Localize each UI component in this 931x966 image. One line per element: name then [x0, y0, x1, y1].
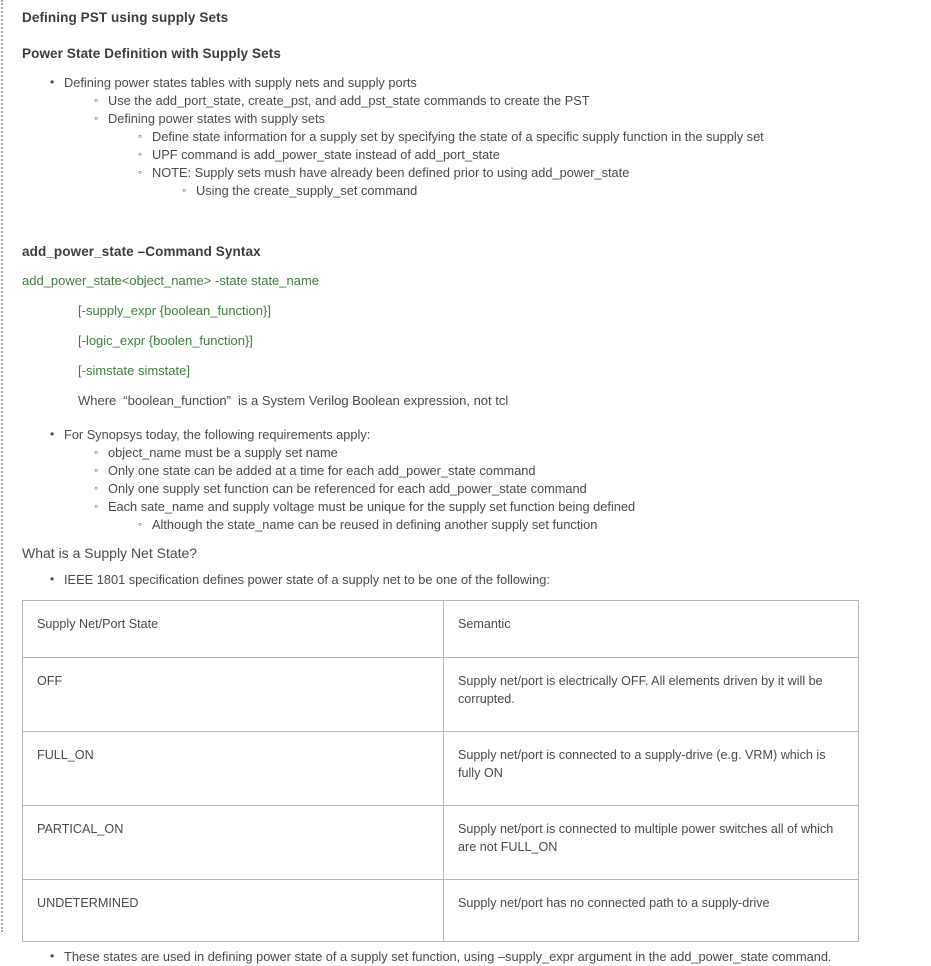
requirements-sub-sub-list: [138, 516, 911, 534]
command-syntax-block: [22, 271, 911, 410]
list-item: [94, 444, 911, 462]
page-title: Defining PST using supply Sets: [22, 10, 229, 25]
table-row: [23, 880, 859, 942]
left-edge-dotted-rule: [1, 0, 3, 932]
section-heading-supply-net-state: What is a Supply Net State?: [22, 545, 198, 561]
list-item: [138, 128, 911, 146]
list-item: [50, 426, 911, 534]
bullet-text: For Synopsys today, the following requirements apply:: [64, 427, 371, 442]
bullet-text: Although the state_name can be reused in defining another supply set function: [152, 517, 598, 532]
list-item: [138, 146, 911, 164]
table-row: [23, 658, 859, 732]
list-item: [138, 516, 911, 534]
bullet-text: UPF command is add_power_state instead of add_port_state: [152, 147, 500, 162]
syntax-option-logic-expr: [-logic_expr {boolen_function}]: [78, 333, 253, 348]
spacer: [22, 563, 911, 571]
spacer: [22, 589, 911, 600]
requirements-bullet-list: [50, 426, 911, 534]
syntax-option-supply-expr: [-supply_expr {boolean_function}]: [78, 303, 271, 318]
table-row: [23, 806, 859, 880]
requirements-sub-list: [94, 444, 911, 534]
where-term: “boolean_function”: [123, 393, 231, 408]
spacer: [22, 200, 911, 242]
list-item: [50, 948, 911, 966]
list-item: [182, 182, 911, 200]
bullet-text: Only one supply set function can be referenced for each add_power_state command: [108, 481, 587, 496]
intro-bullet-list-level1: [50, 74, 911, 200]
table-row: [23, 732, 859, 806]
table-cell-state: FULL_ON: [23, 732, 444, 806]
spacer: [22, 534, 911, 543]
spacer: [22, 410, 911, 426]
syntax-where-note: [78, 391, 911, 410]
table-cell-state: UNDETERMINED: [23, 880, 444, 942]
where-suffix: is a System Verilog Boolean expression, not tcl: [238, 393, 509, 408]
bullet-text: Defining power states with supply sets: [108, 111, 325, 126]
bullet-text: These states are used in defining power state of a supply set function, using –supply_expr argument in the add_power_state command.: [64, 949, 832, 964]
table-cell-state: PARTICAL_ON: [23, 806, 444, 880]
bullet-text: Defining power states tables with supply nets and supply ports: [64, 75, 417, 90]
bullet-text: Only one state can be added at a time for each add_power_state command: [108, 463, 536, 478]
where-prefix: Where: [78, 393, 117, 408]
list-item: [50, 571, 911, 589]
list-item: [94, 498, 911, 534]
bullet-text: object_name must be a supply set name: [108, 445, 338, 460]
syntax-option-simstate: [-simstate simstate]: [78, 363, 190, 378]
table-header-cell-state: Supply Net/Port State: [23, 601, 444, 658]
list-item: [94, 480, 911, 498]
ieee-bullet-list: [50, 571, 911, 589]
intro-bullet-list-level3: [138, 128, 911, 200]
table-cell-semantic: Supply net/port is electrically OFF. All elements driven by it will be corrupted.: [444, 658, 859, 732]
table-cell-semantic: Supply net/port has no connected path to a supply-drive: [444, 880, 859, 942]
bullet-text: IEEE 1801 specification defines power state of a supply net to be one of the following:: [64, 572, 550, 587]
table-cell-state: OFF: [23, 658, 444, 732]
syntax-command-line: add_power_state<object_name> -state state_name: [22, 273, 320, 288]
table-header-row: [23, 601, 859, 658]
bullet-text: Each sate_name and supply voltage must be unique for the supply set function being defined: [108, 499, 636, 514]
list-item: [94, 110, 911, 200]
list-item: [138, 164, 911, 200]
list-item: [94, 92, 911, 110]
content-area: [0, 8, 931, 966]
bullet-text: NOTE: Supply sets mush have already been defined prior to using add_power_state: [152, 165, 630, 180]
supply-net-state-table: [22, 600, 859, 942]
section-heading-command-syntax: add_power_state –Command Syntax: [22, 244, 261, 259]
intro-bullet-list-level4: [182, 182, 911, 200]
intro-bullet-list-level2: [94, 92, 911, 200]
bullet-text: Using the create_supply_set command: [196, 183, 418, 198]
list-item: [50, 74, 911, 200]
section-heading-power-state-definition: Power State Definition with Supply Sets: [22, 46, 281, 61]
table-cell-semantic: Supply net/port is connected to a supply-drive (e.g. VRM) which is fully ON: [444, 732, 859, 806]
bullet-text: Use the add_port_state, create_pst, and add_pst_state commands to create the PST: [108, 93, 590, 108]
table-header-cell-semantic: Semantic: [444, 601, 859, 658]
spacer: [22, 64, 911, 74]
list-item: [94, 462, 911, 480]
table-cell-semantic: Supply net/port is connected to multiple power switches all of which are not FULL_ON: [444, 806, 859, 880]
closing-bullet-list: [50, 948, 911, 966]
bullet-text: Define state information for a supply set by specifying the state of a specific supply function in the supply set: [152, 129, 764, 144]
